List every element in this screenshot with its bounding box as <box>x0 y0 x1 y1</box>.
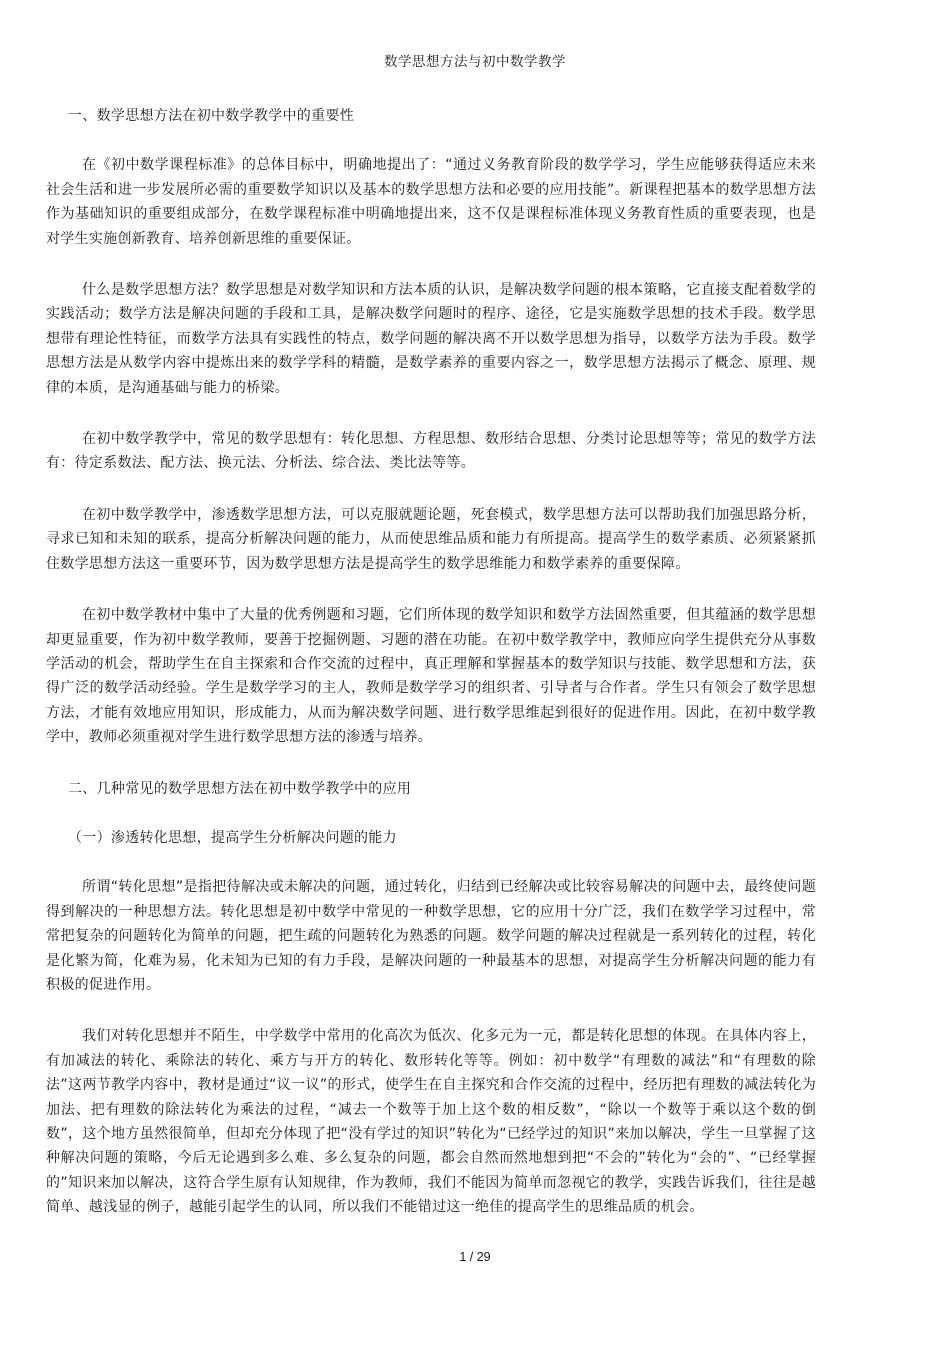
paragraph: 在《初中数学课程标准》的总体目标中，明确地提出了：“通过义务教育阶段的数学学习，学生应能够获得适应未来社会生活和进一步发展所必需的重要数学知识以及基本的数学思想方法和必要的应用技能”。新课程把基本的数学思想方法作为基础知识的重要组成部分，在数学课程标准中明确地提出来，这不仅是课程标准体现义务教育性质的重要表现，也是对学生实施创新教育、培养创新思维的重要保证。 <box>46 157 816 247</box>
section-heading-1: 一、数学思想方法在初中数学教学中的重要性 <box>68 108 354 124</box>
paragraph: 我们对转化思想并不陌生，中学数学中常用的化高次为低次、化多元为一元，都是转化思想的体现。在具体内容上，有加减法的转化、乘除法的转化、乘方与开方的转化、数形转化等等。例如：初中数学“有理数的减法”和“有理数的除法”这两节教学内容中，教材是通过“议一议”的形式，使学生在自主探究和合作交流的过程中，经历把有理数的减法转化为加法、把有理数的除法转化为乘法的过程，“减去一个数等于加上这个数的相反数”，“除以一个数等于乘以这个数的倒数”，这个地方虽然很简单，但却充分体现了把“没有学过的知识”转化为“已经学过的知识”来加以解决，学生一旦掌握了这种解决问题的策略，今后无论遇到多么难、多么复杂的问题，都会自然而然地想到把“不会的”转化为“会的”、“已经掌握的”知识来加以解决，这符合学生原有认知规律，作为教师，我们不能因为简单而忽视它的教学，实践告诉我们，往往是越简单、越浅显的例子，越能引起学生的认同，所以我们不能错过这一绝佳的提高学生的思维品质的机会。 <box>46 1028 816 1216</box>
document-title: 数学思想方法与初中数学教学 <box>384 54 566 70</box>
page-number: 1 / 29 <box>459 1250 491 1264</box>
subsection-heading: （一）渗透转化思想，提高学生分析解决问题的能力 <box>68 829 397 846</box>
paragraph: 在初中数学教学中，渗透数学思想方法，可以克服就题论题，死套模式，数学思想方法可以帮助我们加强思路分析，寻求已知和未知的联系，提高分析解决问题的能力，从而使思维品质和能力有所提高。提高学生的数学素质、必须紧紧抓住数学思想方法这一重要环节，因为数学思想方法是提高学生的数学思维能力和数学素养的重要保障。 <box>46 506 816 572</box>
paragraph: 什么是数学思想方法？数学思想是对数学知识和方法本质的认识，是解决数学问题的根本策略，它直接支配着数学的实践活动；数学方法是解决问题的手段和工具，是解决数学问题时的程序、途径，它是实施数学思想的技术手段。数学思想带有理论性特征，而数学方法具有实践性的特点，数学问题的解决离不开以数学思想为指导，以数学方法为手段。数学思想方法是从数学内容中提炼出来的数学学科的精髓，是数学素养的重要内容之一，数学思想方法揭示了概念、原理、规律的本质，是沟通基础与能力的桥梁。 <box>46 282 816 396</box>
document-body <box>46 104 816 1220</box>
paragraph: 所谓“转化思想”是指把待解决或未解决的问题，通过转化，归结到已经解决或比较容易解决的问题中去，最终使问题得到解决的一种思想方法。转化思想是初中数学中常见的一种数学思想，它的应用十分广泛，我们在数学学习过程中，常常把复杂的问题转化为简单的问题，把生疏的问题转化为熟悉的问题。数学问题的解决过程就是一系列转化的过程，转化是化繁为简，化难为易，化未知为已知的有力手段，是解决问题的一种最基本的思想，对提高学生分析解决问题的能力有积极的促进作用。 <box>46 879 816 993</box>
paragraph: 在初中数学教材中集中了大量的优秀例题和习题，它们所体现的数学知识和数学方法固然重要，但其蕴涵的数学思想却更显重要，作为初中数学教师，要善于挖掘例题、习题的潜在功能。在初中数学教学中，教师应向学生提供充分从事数学活动的机会，帮助学生在自主探索和合作交流的过程中，真正理解和掌握基本的数学知识与技能、数学思想和方法，获得广泛的数学活动经验。学生是数学学习的主人，教师是数学学习的组织者、引导者与合作者。学生只有领会了数学思想方法，才能有效地应用知识，形成能力，从而为解决数学问题、进行数学思维起到很好的促进作用。因此，在初中数学教学中，教师必须重视对学生进行数学思想方法的渗透与培养。 <box>46 607 816 746</box>
section-heading-2: 二、几种常见的数学思想方法在初中数学教学中的应用 <box>68 780 412 797</box>
paragraph: 在初中数学教学中，常见的数学思想有：转化思想、方程思想、数形结合思想、分类讨论思想等等；常见的数学方法有：待定系数法、配方法、换元法、分析法、综合法、类比法等等。 <box>46 431 816 472</box>
